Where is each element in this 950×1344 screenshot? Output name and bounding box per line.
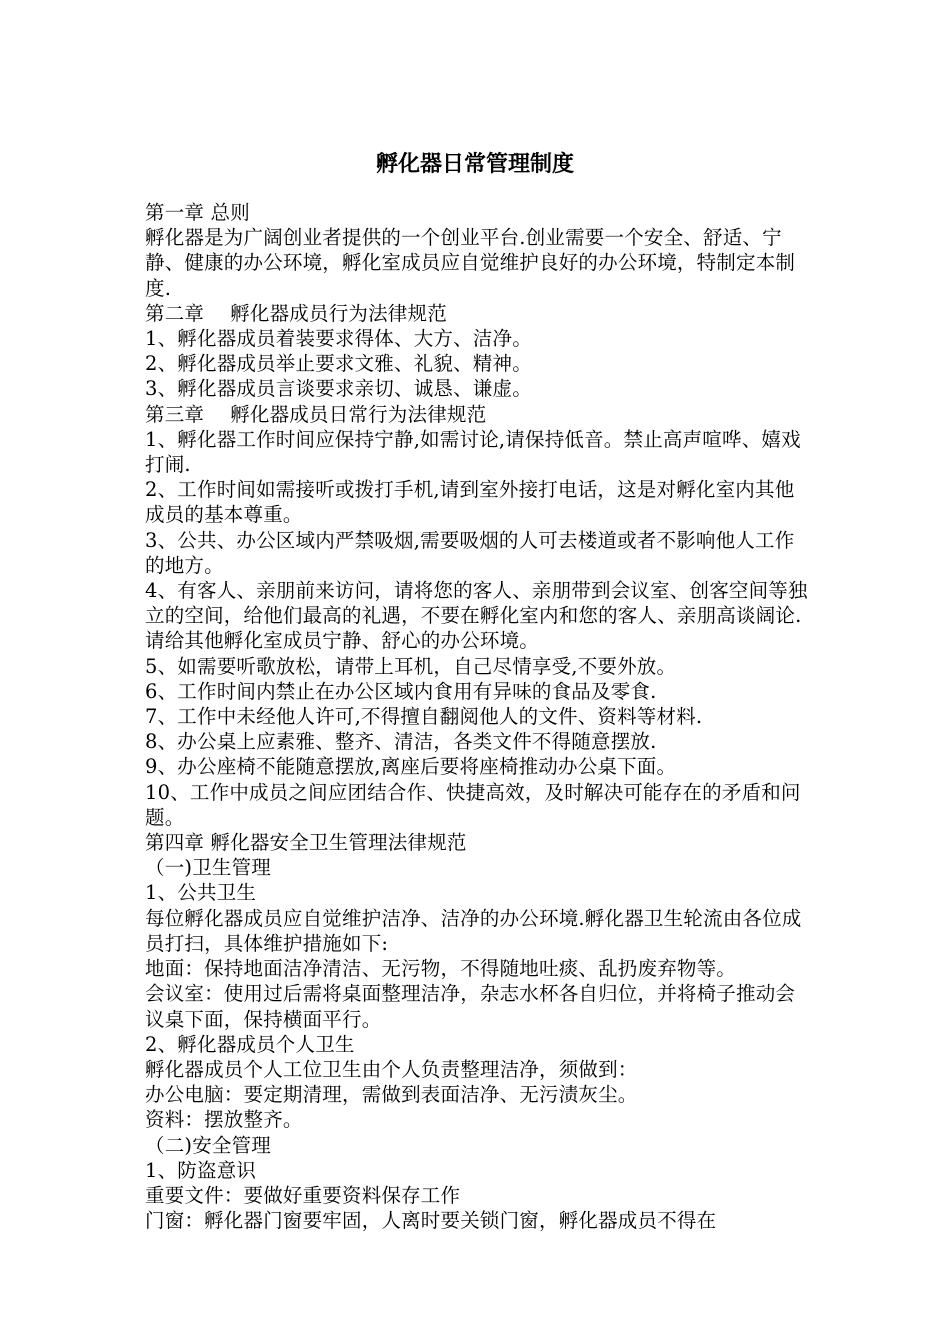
- body-paragraph: 办公电脑：要定期清理，需做到表面洁净、无污渍灰尘。: [145, 1083, 638, 1107]
- list-item: 4、有客人、亲朋前来访问，请将您的客人、亲朋带到会议室、创客空间等独立的空间，给他们最高的礼遇，不要在孵化室内和您的客人、亲朋高谈阔论.请给其他孵化室成员宁静、舒心的办公环境。: [145, 579, 808, 653]
- body-paragraph: 重要文件：要做好重要资料保存工作: [145, 1183, 461, 1207]
- list-item: 6、工作时间内禁止在办公区域内食用有异味的食品及零食.: [145, 679, 657, 703]
- document-title: 孵化器日常管理制度: [375, 152, 574, 177]
- subsection-heading: 1、公共卫生: [145, 881, 257, 905]
- list-item: 8、办公桌上应素雅、整齐、清洁，各类文件不得随意摆放.: [145, 730, 657, 754]
- list-item: 2、孵化器成员举止要求文雅、礼貌、精神。: [145, 352, 532, 376]
- body-paragraph: 孵化器成员个人工位卫生由个人负责整理洁净，须做到：: [145, 1057, 638, 1081]
- section-heading: （一)卫生管理: [145, 856, 272, 880]
- body-paragraph: 孵化器是为广阔创业者提供的一个创业平台.创业需要一个安全、舒适、宁静、健康的办公环境，孵化室成员应自觉维护良好的办公环境，特制定本制度.: [145, 226, 796, 300]
- chapter-heading: 第四章 孵化器安全卫生管理法律规范: [145, 831, 467, 855]
- body-paragraph: 资料：摆放整齐。: [145, 1108, 303, 1132]
- list-item: 5、如需要听歌放松，请带上耳机，自己尽情享受,不要外放。: [145, 654, 677, 678]
- section-heading: （二)安全管理: [145, 1133, 272, 1157]
- chapter-heading: 第一章 总则: [145, 201, 250, 224]
- list-item: 9、办公座椅不能随意摆放,离座后要将座椅推动办公桌下面。: [145, 755, 677, 779]
- body-paragraph: 门窗：孵化器门窗要牢固，人离时要关锁门窗，孵化器成员不得在: [145, 1209, 717, 1233]
- chapter-heading: 第二章 孵化器成员行为法律规范: [145, 301, 447, 325]
- body-paragraph: 每位孵化器成员应自觉维护洁净、洁净的办公环境.孵化器卫生轮流由各位成员打扫，具体维护措施如下:: [145, 906, 802, 955]
- list-item: 1、孵化器成员着装要求得体、大方、洁净。: [145, 327, 532, 351]
- subsection-heading: 1、防盗意识: [145, 1158, 257, 1182]
- body-paragraph: 会议室：使用过后需将桌面整理洁净，杂志水杯各自归位，并将椅子推动会议桌下面，保持横面平行。: [145, 982, 796, 1031]
- document-body: [145, 200, 810, 1233]
- subsection-heading: 2、孵化器成员个人卫生: [145, 1032, 355, 1056]
- body-paragraph: 地面：保持地面洁净清洁、无污物，不得随地吐痰、乱扔废弃物等。: [145, 957, 737, 981]
- list-item: 3、公共、办公区域内严禁吸烟,需要吸烟的人可去楼道或者不影响他人工作的地方。: [145, 528, 795, 577]
- list-item: 1、孵化器工作时间应保持宁静,如需讨论,请保持低音。禁止高声喧哗、嬉戏打闹.: [145, 427, 801, 477]
- list-item: 10、工作中成员之间应团结合作、快捷高效，及时解决可能存在的矛盾和问题。: [145, 780, 801, 829]
- list-item: 3、孵化器成员言谈要求亲切、诚恳、谦虚。: [145, 377, 532, 401]
- chapter-heading: 第三章 孵化器成员日常行为法律规范: [145, 402, 487, 426]
- list-item: 2、工作时间如需接听或拨打手机,请到室外接打电话，这是对孵化室内其他成员的基本尊重。: [145, 478, 795, 527]
- list-item: 7、工作中未经他人许可,不得擅自翻阅他人的文件、资料等材料.: [145, 705, 703, 729]
